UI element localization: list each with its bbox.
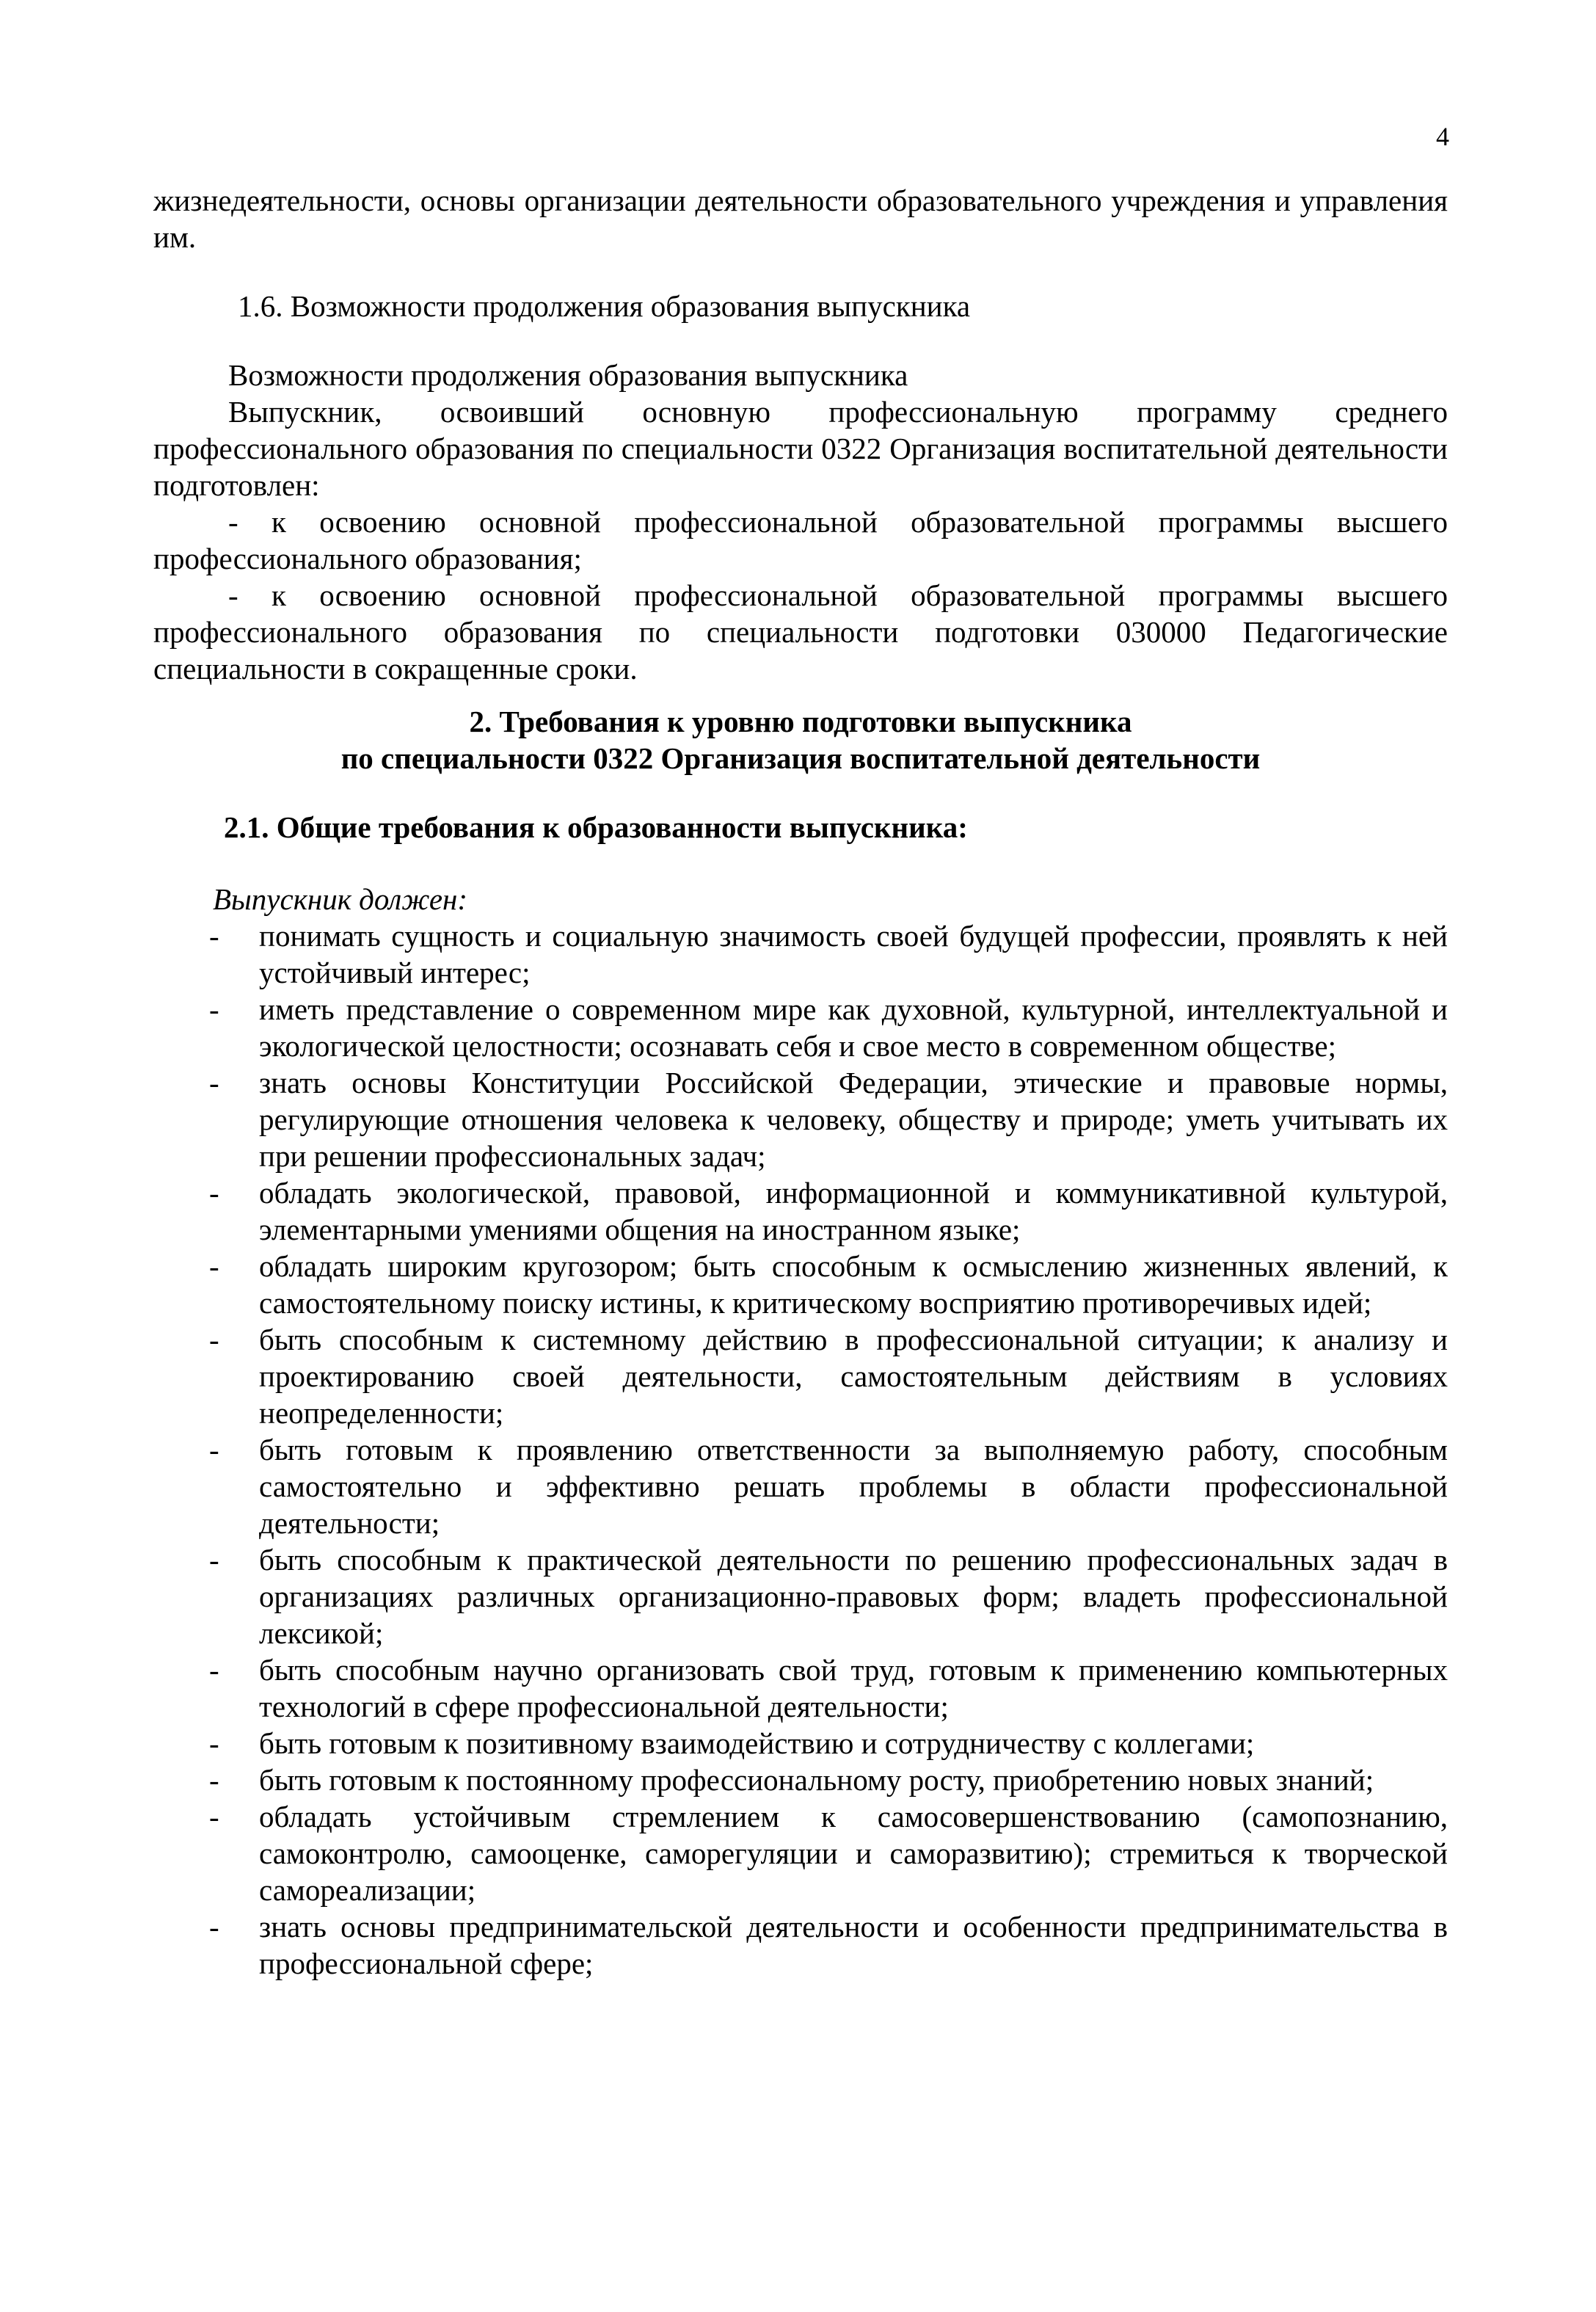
list-item-text: иметь представление о современном мире как духовной, культурной, интеллектуальной и экологической целостности; осознавать себя и свое место в современном обществе; [259,992,1448,1063]
dash-marker: - [209,1249,219,1283]
requirements-list [153,917,1448,1982]
list-item-text: быть способным научно организовать свой труд, готовым к применению компьютерных технологий в сфере профессиональной деятельности; [259,1653,1448,1723]
list-item [153,991,1448,1064]
graduate-must-label: Выпускник должен: [213,882,468,916]
dash-marker: - [209,1323,219,1356]
list-item-text: обладать широким кругозором; быть способным к осмыслению жизненных явлений, к самостоятельному поиску истины, к критическому восприятию противоречивых идей; [259,1249,1448,1320]
list-item-text: быть способным к системному действию в профессиональной ситуации; к анализу и проектированию своей деятельности, самостоятельным действиям в условиях неопределенности; [259,1323,1448,1430]
list-item-text: быть готовым к проявлению ответственности за выполняемую работу, способным самостоятельно и эффективно решать проблемы в области профессиональной деятельности; [259,1433,1448,1540]
dash-marker: - [209,1763,219,1797]
list-item [153,1908,1448,1982]
list-item [153,1798,1448,1908]
list-item-text: обладать экологической, правовой, информационной и коммуникативной культурой, элементарными умениями общения на иностранном языке; [259,1176,1448,1246]
dash-marker: - [209,992,219,1026]
list-item-text: быть готовым к позитивному взаимодействию и сотрудничеству с коллегами; [259,1726,1255,1760]
section-1-6-item: - к освоению основной профессиональной образовательной программы высшего профессионального образования по специальности подготовки 030000 Педагогические специальности в сокращенные сроки. [153,578,1448,686]
section-2-1-title: 2.1. Общие требования к образованности выпускника: [224,810,968,844]
list-item [153,1064,1448,1174]
dash-marker: - [209,919,219,953]
section-1-6-title: 1.6. Возможности продолжения образования выпускника [238,289,971,323]
dash-marker: - [209,1800,219,1833]
list-item [153,1541,1448,1651]
document-body [153,182,1448,1982]
list-item-text: знать основы Конституции Российской Федерации, этические и правовые нормы, регулирующие отношения человека к человеку, обществу и природе; уметь учитывать их при решении профессиональных задач; [259,1066,1448,1173]
section-1-6-body: Выпускник, освоивший основную профессиональную программу среднего профессионального образования по специальности 0322 Организация воспитательной деятельности подготовлен: [153,395,1448,502]
dash-marker: - [209,1726,219,1760]
page-number: 4 [1436,122,1449,151]
dash-marker: - [209,1543,219,1577]
list-item [153,1762,1448,1798]
list-item [153,1431,1448,1541]
dash-marker: - [209,1066,219,1099]
list-item [153,1651,1448,1725]
list-item [153,1725,1448,1762]
dash-marker: - [209,1653,219,1687]
list-item-text: понимать сущность и социальную значимость своей будущей профессии, проявлять к ней устойчивый интерес; [259,919,1448,989]
list-item [153,1321,1448,1431]
section-1-6-repeat: Возможности продолжения образования выпускника [228,358,908,392]
dash-marker: - [209,1176,219,1210]
dash-marker: - [209,1433,219,1466]
section-2-title [153,703,1448,777]
list-item-text: знать основы предпринимательской деятельности и особенности предпринимательства в профессиональной сфере; [259,1910,1448,1980]
list-item-text: быть способным к практической деятельности по решению профессиональных задач в организациях различных организационно-правовых форм; владеть профессиональной лексикой; [259,1543,1448,1650]
list-item [153,917,1448,991]
list-item [153,1174,1448,1248]
list-item-text: быть готовым к постоянному профессиональному росту, приобретению новых знаний; [259,1763,1374,1797]
dash-marker: - [209,1910,219,1944]
list-item-text: обладать устойчивым стремлением к самосовершенствованию (самопознанию, самоконтролю, самооценке, саморегуляции и саморазвитию); стремиться к творческой самореализации; [259,1800,1448,1907]
list-item [153,1248,1448,1321]
section-1-6-item: - к освоению основной профессиональной образовательной программы высшего профессионального образования; [153,505,1448,575]
section-2-title-line2: по специальности 0322 Организация воспитательной деятельности [340,741,1261,775]
intro-continuation: жизнедеятельности, основы организации деятельности образовательного учреждения и управления им. [153,183,1448,254]
section-2-title-line1: 2. Требования к уровню подготовки выпускника [469,705,1132,738]
